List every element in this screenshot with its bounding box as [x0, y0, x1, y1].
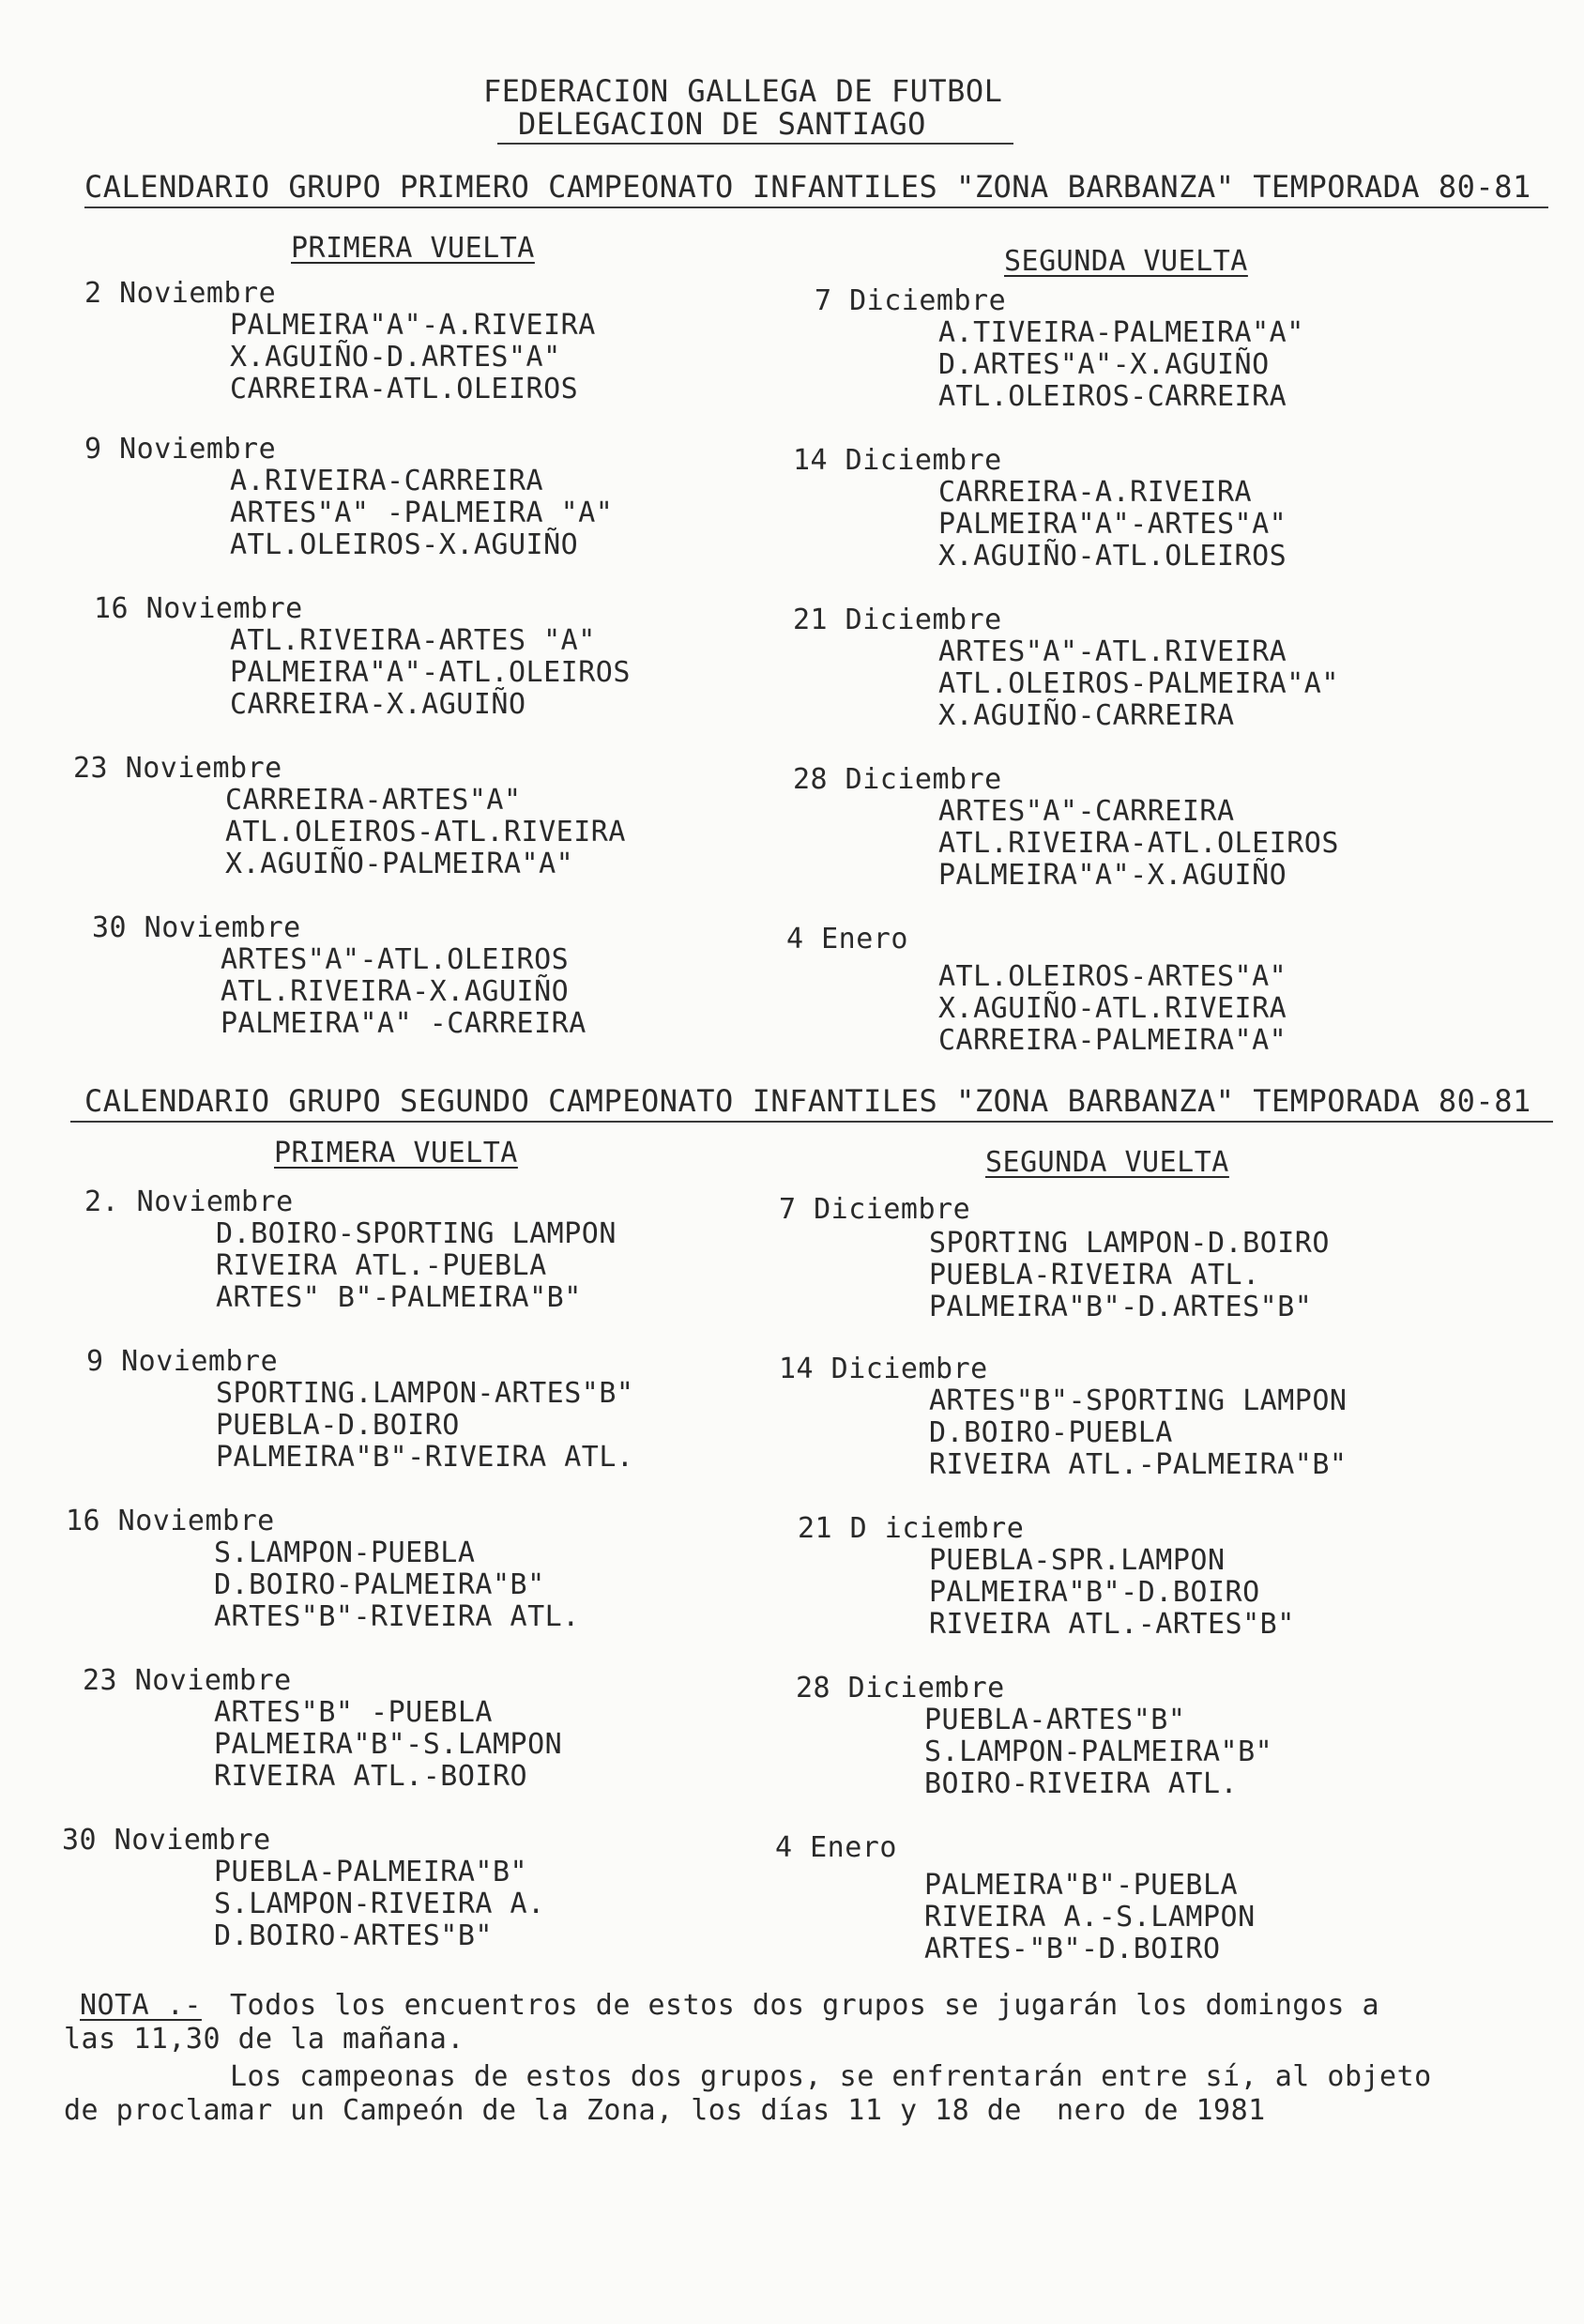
match: RIVEIRA A.-S.LAMPON	[924, 1901, 1256, 1934]
match: D.BOIRO-SPORTING LAMPON	[216, 1217, 617, 1250]
match: D.ARTES"A"-X.AGUIÑO	[938, 348, 1270, 381]
note-line-4: de proclamar un Campeón de la Zona, los días 11 y 18 de nero de 1981	[64, 2094, 1266, 2127]
match: CARREIRA-PALMEIRA"A"	[938, 1024, 1287, 1057]
match: D.BOIRO-PUEBLA	[929, 1416, 1173, 1449]
round-date: 28 Diciembre	[793, 763, 1002, 796]
match: RIVEIRA ATL.-PUEBLA	[216, 1249, 547, 1282]
match: ATL.OLEIROS-ATL.RIVEIRA	[225, 816, 626, 849]
match: BOIRO-RIVEIRA ATL.	[924, 1767, 1239, 1800]
match: PALMEIRA"A"-ATL.OLEIROS	[230, 656, 631, 689]
match: ATL.RIVEIRA-ATL.OLEIROS	[938, 827, 1339, 860]
match: A.RIVEIRA-CARREIRA	[230, 465, 544, 497]
delegation-title: DELEGACION DE SANTIAGO	[518, 106, 926, 142]
round-date: 16 Noviembre	[94, 592, 303, 625]
round-date: 4 Enero	[775, 1831, 897, 1864]
note-line-2: las 11,30 de la mañana.	[64, 2023, 465, 2056]
round-date: 9 Noviembre	[86, 1345, 279, 1378]
match: PUEBLA-D.BOIRO	[216, 1409, 460, 1442]
match: RIVEIRA ATL.-PALMEIRA"B"	[929, 1448, 1348, 1481]
round-date: 9 Noviembre	[84, 433, 277, 466]
round-date: 14 Diciembre	[779, 1353, 988, 1385]
round-date: 21 Diciembre	[793, 604, 1002, 636]
match: ARTES-"B"-D.BOIRO	[924, 1933, 1221, 1965]
match: X.AGUIÑO-CARREIRA	[938, 699, 1235, 732]
match: PALMEIRA"A"-ARTES"A"	[938, 508, 1287, 541]
note-line-3: Los campeonas de estos dos grupos, se enfrentarán entre sí, al objeto	[230, 2060, 1432, 2093]
match: PALMEIRA"A"-X.AGUIÑO	[938, 859, 1287, 892]
round-date: 7 Diciembre	[779, 1193, 971, 1226]
match: S.LAMPON-PUEBLA	[214, 1537, 476, 1569]
match: PALMEIRA"B"-RIVEIRA ATL.	[216, 1441, 634, 1474]
header-underline	[497, 143, 1013, 145]
match: ARTES"A"-ATL.OLEIROS	[221, 943, 570, 976]
group2-first-round-label: PRIMERA VUELTA	[274, 1137, 518, 1170]
match: X.AGUIÑO-PALMEIRA"A"	[225, 848, 574, 880]
group1-first-round-label: PRIMERA VUELTA	[291, 232, 535, 265]
note-line-1: Todos los encuentros de estos dos grupos se jugarán los domingos a	[230, 1989, 1380, 2022]
round-date: 4 Enero	[786, 923, 908, 956]
round-date: 23 Noviembre	[73, 752, 282, 785]
group1-second-round-label: SEGUNDA VUELTA	[1004, 245, 1248, 278]
round-date: 21 D iciembre	[798, 1512, 1025, 1545]
match: CARREIRA-X.AGUIÑO	[230, 688, 526, 721]
match: ARTES" B"-PALMEIRA"B"	[216, 1281, 582, 1314]
match: ARTES"A"-CARREIRA	[938, 795, 1235, 828]
round-date: 2. Noviembre	[84, 1185, 294, 1218]
match: ARTES"B"-RIVEIRA ATL.	[214, 1600, 580, 1633]
round-date: 14 Diciembre	[793, 444, 1002, 477]
match: PALMEIRA"A"-A.RIVEIRA	[230, 309, 596, 342]
group2-second-round-label: SEGUNDA VUELTA	[985, 1146, 1229, 1179]
match: PUEBLA-ARTES"B"	[924, 1704, 1186, 1736]
round-date: 23 Noviembre	[83, 1664, 292, 1697]
match: ARTES"B"-SPORTING LAMPON	[929, 1384, 1348, 1417]
match: PALMEIRA"B"-PUEBLA	[924, 1869, 1239, 1902]
match: SPORTING LAMPON-D.BOIRO	[929, 1227, 1330, 1260]
match: ATL.OLEIROS-X.AGUIÑO	[230, 528, 579, 561]
match: ARTES"B" -PUEBLA	[214, 1696, 493, 1729]
match: SPORTING.LAMPON-ARTES"B"	[216, 1377, 634, 1410]
group1-title: CALENDARIO GRUPO PRIMERO CAMPEONATO INFANTILES "ZONA BARBANZA" TEMPORADA 80-81	[84, 169, 1531, 205]
match: X.AGUIÑO-ATL.RIVEIRA	[938, 992, 1287, 1025]
match: ATL.OLEIROS-ARTES"A"	[938, 960, 1287, 993]
match: PUEBLA-RIVEIRA ATL.	[929, 1259, 1260, 1292]
match: CARREIRA-ARTES"A"	[225, 784, 522, 817]
match: X.AGUIÑO-D.ARTES"A"	[230, 341, 561, 374]
match: D.BOIRO-ARTES"B"	[214, 1919, 493, 1952]
group2-title-underline	[70, 1121, 1553, 1123]
match: ATL.RIVEIRA-X.AGUIÑO	[221, 975, 570, 1008]
match: PUEBLA-PALMEIRA"B"	[214, 1856, 528, 1888]
round-date: 28 Diciembre	[796, 1672, 1005, 1705]
group1-title-underline	[84, 206, 1548, 208]
match: PALMEIRA"A" -CARREIRA	[221, 1007, 586, 1040]
match: PALMEIRA"B"-S.LAMPON	[214, 1728, 563, 1761]
match: X.AGUIÑO-ATL.OLEIROS	[938, 540, 1287, 573]
match: RIVEIRA ATL.-BOIRO	[214, 1760, 528, 1793]
round-date: 30 Noviembre	[92, 911, 301, 944]
match: ARTES"A"-ATL.RIVEIRA	[938, 635, 1287, 668]
match: RIVEIRA ATL.-ARTES"B"	[929, 1608, 1295, 1641]
match: PALMEIRA"B"-D.BOIRO	[929, 1576, 1260, 1609]
match: ARTES"A" -PALMEIRA "A"	[230, 497, 614, 529]
round-date: 2 Noviembre	[84, 277, 277, 310]
match: D.BOIRO-PALMEIRA"B"	[214, 1568, 545, 1601]
match: S.LAMPON-PALMEIRA"B"	[924, 1735, 1273, 1768]
match: CARREIRA-ATL.OLEIROS	[230, 373, 579, 405]
match: CARREIRA-A.RIVEIRA	[938, 476, 1253, 509]
group2-title: CALENDARIO GRUPO SEGUNDO CAMPEONATO INFANTILES "ZONA BARBANZA" TEMPORADA 80-81	[84, 1083, 1531, 1119]
match: ATL.OLEIROS-CARREIRA	[938, 380, 1287, 413]
match: S.LAMPON-RIVEIRA A.	[214, 1888, 545, 1920]
match: ATL.RIVEIRA-ARTES "A"	[230, 624, 596, 657]
note-label: NOTA .-	[80, 1989, 202, 2022]
match: A.TIVEIRA-PALMEIRA"A"	[938, 316, 1304, 349]
match: PALMEIRA"B"-D.ARTES"B"	[929, 1291, 1313, 1323]
round-date: 7 Diciembre	[815, 284, 1007, 317]
round-date: 16 Noviembre	[66, 1505, 275, 1537]
round-date: 30 Noviembre	[62, 1824, 271, 1857]
match: ATL.OLEIROS-PALMEIRA"A"	[938, 667, 1339, 700]
federation-title: FEDERACION GALLEGA DE FUTBOL	[483, 73, 1003, 109]
match: PUEBLA-SPR.LAMPON	[929, 1544, 1226, 1577]
